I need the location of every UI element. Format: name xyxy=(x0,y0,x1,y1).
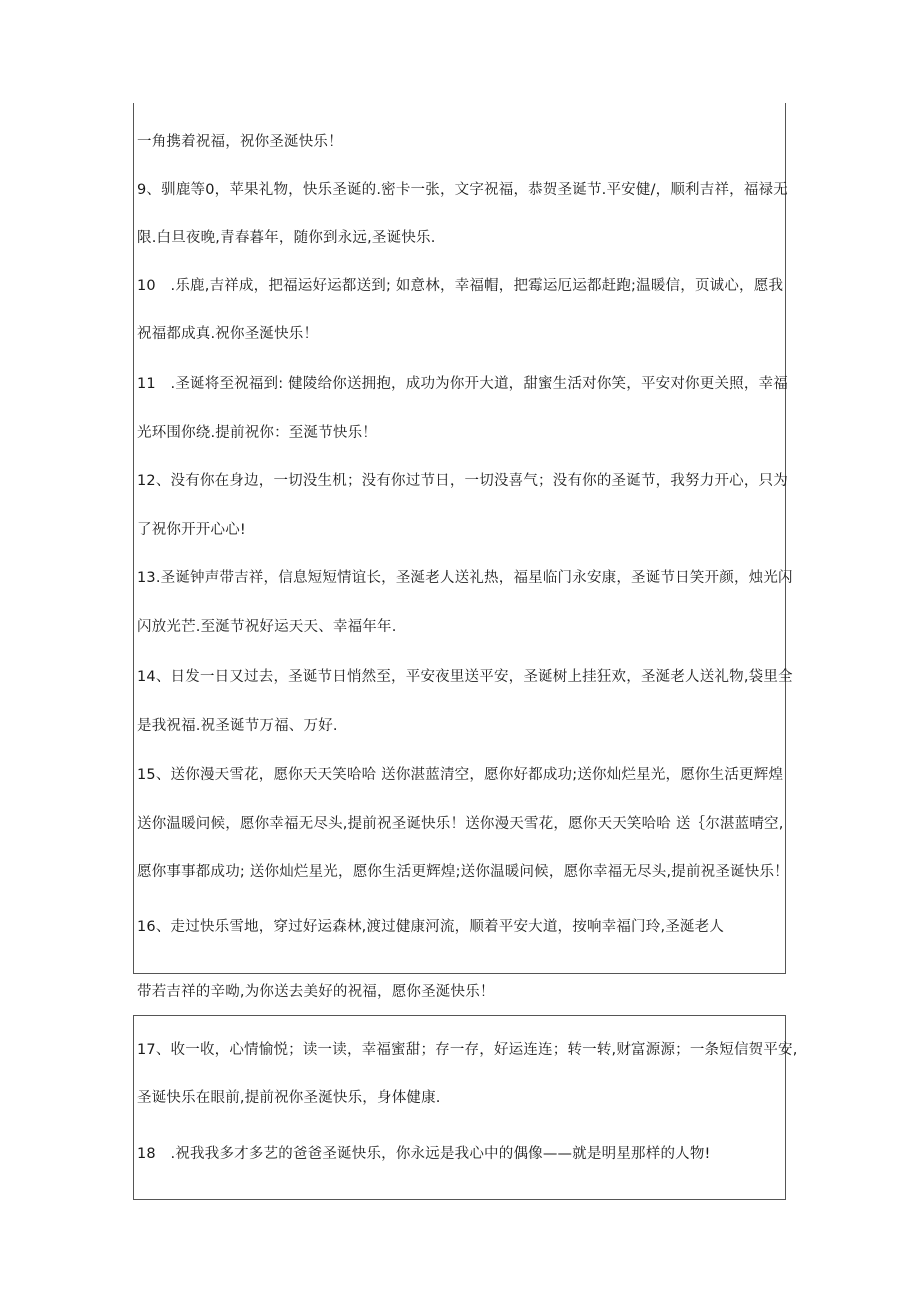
text-line: 限.白旦夜晚,青春暮年，随你到永远,圣诞快乐. xyxy=(137,230,436,246)
text-line: 祝福都成真.祝你圣涎快乐！ xyxy=(137,326,319,342)
text-line: 13.圣诞钟声带吉祥，信息短短情谊长，圣涎老人送礼热，福星临门永安康，圣诞节日笑开颜，烛光闪 xyxy=(137,570,793,586)
text-line: 一角携着祝福，祝你圣涎快乐！ xyxy=(137,134,343,150)
text-line: 11 .圣诞将至祝福到: 健陵给你送拥抱，成功为你开大道，甜蜜生活对你笑，平安对你更关照，幸福 xyxy=(137,376,788,392)
text-line: 9、驯鹿等0，苹果礼物，快乐圣诞的.密卡一张，文字祝福，恭贺圣诞节.平安健/，顺利吉祥，福禄无 xyxy=(137,182,788,198)
text-line: 光环围你绕.提前祝你：至涎节快乐！ xyxy=(137,425,378,441)
text-line: 送你温暖问候，愿你幸福无尽头,提前祝圣诞快乐！送你漫天雪花，愿你天天笑哈哈 送｛尔湛蓝晴空, xyxy=(137,816,784,832)
text-line: 17、收一收，心情愉悦；读一读，幸福蜜甜；存一存，好运连连；转一转,财富源源；一条短信贺平安, xyxy=(137,1042,798,1058)
text-line: 14、日发一日又过去，圣诞节日悄然至，平安夜里送平安，圣诞树上挂狂欢，圣涎老人送礼物,袋里全 xyxy=(137,669,793,685)
text-line: 闪放光芒.至涎节祝好运天天、幸福年年. xyxy=(137,619,397,635)
text-line: 15、送你漫天雪花，愿你天天笑哈哈 送你湛蓝清空，愿你好都成功;送你灿烂星光，愿你生活更辉煌 xyxy=(137,767,784,783)
text-line: 圣诞快乐在眼前,提前祝你圣涎快乐，身体健康. xyxy=(137,1090,441,1106)
text-line: 18 .祝我我多才多艺的爸爸圣诞快乐，你永远是我心中的偶像——就是明星那样的人物! xyxy=(137,1146,711,1162)
text-line: 带若吉祥的辛呦,为你送去美好的祝福，愿你圣涎快乐！ xyxy=(137,984,495,1000)
text-line: 愿你事事都成功; 送你灿烂星光，愿你生活更辉煌;送你温暖问候，愿你幸福无尽头,提前祝圣诞快乐！ xyxy=(137,864,789,880)
text-line: 10 .乐鹿,吉祥成，把福运好运都送到; 如意林，幸福帽，把霉运厄运都赶跑;温暖信，页诚心，愿我 xyxy=(137,278,784,294)
text-line: 12、没有你在身边，一切没生机；没有你过节日，一切没喜气；没有你的圣诞节，我努力开心，只为 xyxy=(137,473,788,489)
text-line: 了祝你开开心心! xyxy=(137,522,246,538)
text-line: 16、走过快乐雪地，穿过好运森林,渡过健康河流，顺着平安大道，按响幸福门玲,圣涎老人 xyxy=(137,919,725,935)
text-line: 是我祝福.祝圣诞节万福、万好. xyxy=(137,718,338,734)
